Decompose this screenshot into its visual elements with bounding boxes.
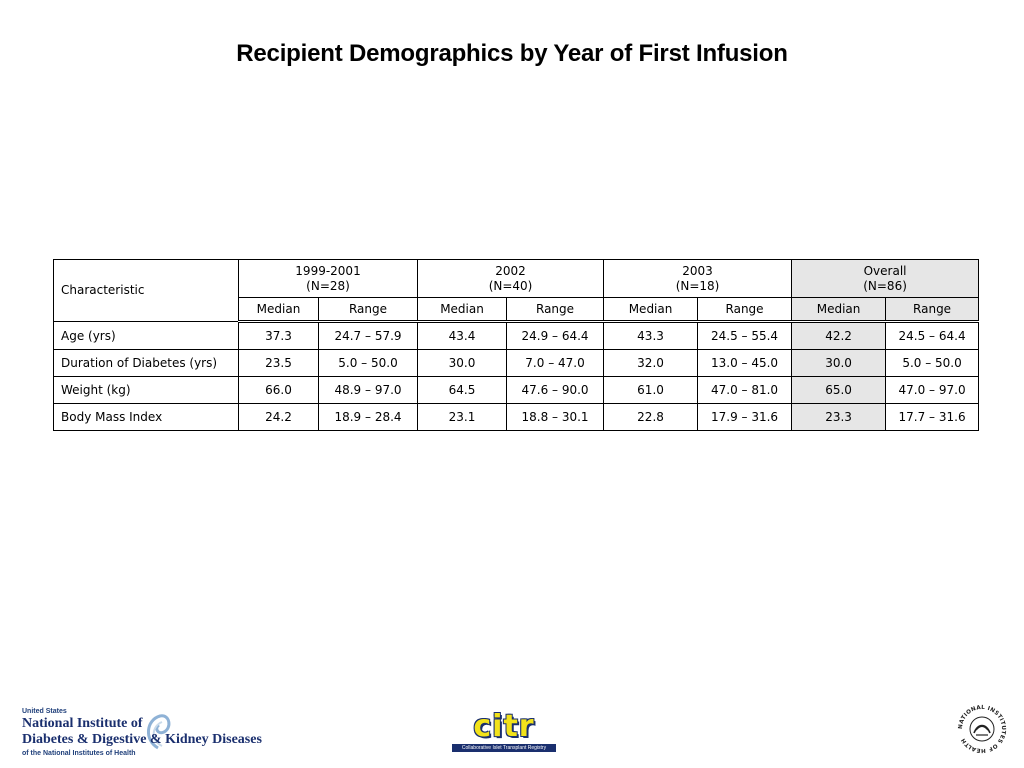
table-row (54, 377, 979, 404)
table-cell: 23.1 (418, 404, 507, 431)
table-cell: 24.5 – 64.4 (886, 322, 979, 350)
table-cell: 23.5 (239, 350, 319, 377)
table-cell: 61.0 (604, 377, 698, 404)
table-cell: 24.2 (239, 404, 319, 431)
demographics-table (53, 259, 979, 431)
table-row (54, 350, 979, 377)
subheader-range: Range (507, 298, 604, 322)
table-cell: 42.2 (792, 322, 886, 350)
header-group-overall: Overall (N=86) (792, 260, 979, 298)
table-cell: 5.0 – 50.0 (886, 350, 979, 377)
row-label: Weight (kg) (54, 377, 239, 404)
header-characteristic: Characteristic (54, 260, 239, 322)
table-cell: 18.9 – 28.4 (319, 404, 418, 431)
subheader-range: Range (698, 298, 792, 322)
subheader-median: Median (239, 298, 319, 322)
table-cell: 48.9 – 97.0 (319, 377, 418, 404)
header-group-2002: 2002 (N=40) (418, 260, 604, 298)
table-cell: 47.0 – 97.0 (886, 377, 979, 404)
niddk-logo (22, 708, 262, 760)
table-cell: 43.4 (418, 322, 507, 350)
subheader-median: Median (792, 298, 886, 322)
nih-seal-icon (956, 703, 1008, 755)
nih-seal-text: NATIONAL INSTITUTES OF HEALTH (957, 704, 1007, 754)
citr-logo-word: citr (473, 709, 535, 744)
table-cell: 24.7 – 57.9 (319, 322, 418, 350)
table-cell: 7.0 – 47.0 (507, 350, 604, 377)
subheader-median: Median (418, 298, 507, 322)
table-cell: 30.0 (418, 350, 507, 377)
niddk-logo-line1: National Institute of (22, 716, 143, 731)
niddk-logo-line2: Diabetes & Digestive & Kidney Diseases (22, 732, 262, 747)
niddk-logo-line3: of the National Institutes of Health (22, 750, 136, 757)
table-cell: 47.0 – 81.0 (698, 377, 792, 404)
table-cell: 5.0 – 50.0 (319, 350, 418, 377)
table-cell: 23.3 (792, 404, 886, 431)
table-cell: 17.9 – 31.6 (698, 404, 792, 431)
table-cell: 64.5 (418, 377, 507, 404)
row-label: Duration of Diabetes (yrs) (54, 350, 239, 377)
table-cell: 18.8 – 30.1 (507, 404, 604, 431)
nih-seal (956, 703, 1008, 755)
table-cell: 13.0 – 45.0 (698, 350, 792, 377)
table-cell: 22.8 (604, 404, 698, 431)
table-cell: 24.5 – 55.4 (698, 322, 792, 350)
header-group-1999-2001: 1999-2001 (N=28) (239, 260, 418, 298)
table-cell: 24.9 – 64.4 (507, 322, 604, 350)
slide-title: Recipient Demographics by Year of First Infusion (236, 40, 788, 67)
table-header-row (54, 260, 979, 298)
row-label: Age (yrs) (54, 322, 239, 350)
citr-logo (452, 709, 556, 754)
table-row (54, 322, 979, 350)
table-cell: 32.0 (604, 350, 698, 377)
table-cell: 37.3 (239, 322, 319, 350)
subheader-median: Median (604, 298, 698, 322)
subheader-range: Range (886, 298, 979, 322)
table-row (54, 404, 979, 431)
subheader-range: Range (319, 298, 418, 322)
header-group-2003: 2003 (N=18) (604, 260, 792, 298)
table-cell: 43.3 (604, 322, 698, 350)
niddk-logo-country: United States (22, 708, 67, 715)
row-label: Body Mass Index (54, 404, 239, 431)
table-cell: 47.6 – 90.0 (507, 377, 604, 404)
citr-logo-tagline: Collaborative Islet Transplant Registry (452, 744, 556, 752)
table-cell: 30.0 (792, 350, 886, 377)
table-cell: 66.0 (239, 377, 319, 404)
table-cell: 65.0 (792, 377, 886, 404)
table-cell: 17.7 – 31.6 (886, 404, 979, 431)
